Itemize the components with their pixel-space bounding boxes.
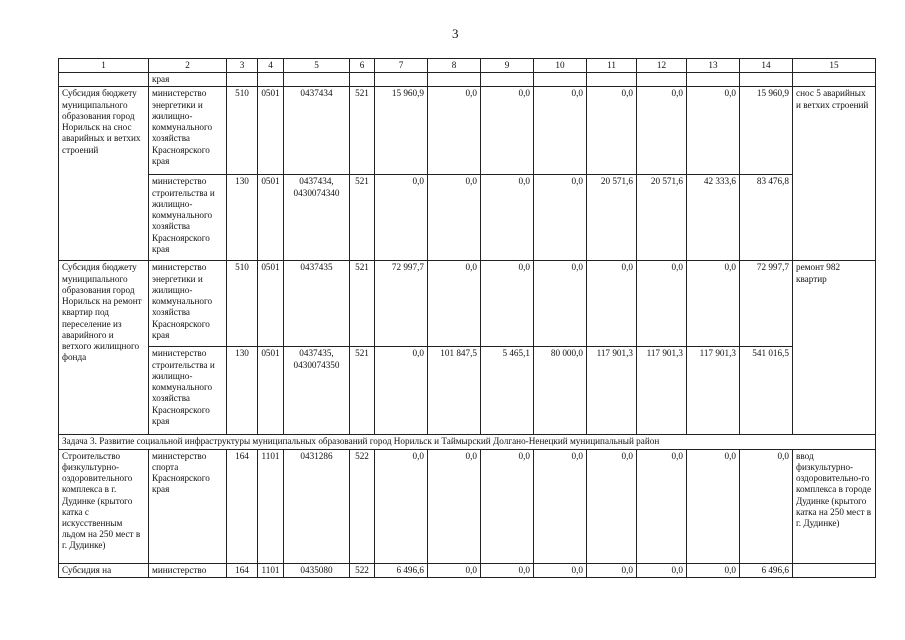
value-cell: 6 496,6 — [375, 563, 428, 577]
column-number: 11 — [587, 59, 637, 73]
measure-name: Строительство физкультурно-оздоровительного комплекса в г. Дудинке (крытого катка с искусственным льдом на 250 мест в г. Дудинке) — [59, 449, 149, 563]
table-row — [59, 449, 876, 563]
section-code: 0501 — [258, 261, 284, 347]
value-cell: 20 571,6 — [637, 175, 687, 261]
value-cell: 0,0 — [687, 87, 740, 175]
measure-name: Субсидия бюджету муниципального образования город Норильск на ремонт квартир под переселение из аварийного и ветхого жилищного фонда — [59, 261, 149, 435]
value-cell: 0,0 — [587, 87, 637, 175]
expense-code: 521 — [350, 347, 375, 435]
value-cell: 0,0 — [428, 175, 481, 261]
total-cell: 83 476,8 — [740, 175, 793, 261]
target-code: 0435080 — [284, 563, 350, 577]
column-number: 9 — [481, 59, 534, 73]
target-code: 0437435 — [284, 261, 350, 347]
table-row — [59, 563, 876, 577]
value-cell: 0,0 — [587, 449, 637, 563]
column-number: 1 — [59, 59, 149, 73]
task-heading-row — [59, 435, 876, 449]
section-code: 0501 — [258, 347, 284, 435]
expense-code: 521 — [350, 87, 375, 175]
value-cell: 0,0 — [534, 175, 587, 261]
section-code: 1101 — [258, 563, 284, 577]
grbs-code: 164 — [227, 449, 258, 563]
value-cell: 0,0 — [481, 563, 534, 577]
value-cell: 20 571,6 — [587, 175, 637, 261]
grbs-code: 510 — [227, 261, 258, 347]
column-number: 4 — [258, 59, 284, 73]
value-cell: 0,0 — [687, 449, 740, 563]
total-cell: 15 960,9 — [740, 87, 793, 175]
budget-table — [58, 58, 876, 578]
table-row — [59, 261, 876, 347]
expense-code: 522 — [350, 449, 375, 563]
value-cell: 80 000,0 — [534, 347, 587, 435]
admin-cell: края — [149, 73, 227, 87]
target-code: 0437435, 0430074350 — [284, 347, 350, 435]
table-row — [59, 347, 876, 435]
target-code: 0431286 — [284, 449, 350, 563]
column-number: 2 — [149, 59, 227, 73]
value-cell: 0,0 — [428, 261, 481, 347]
admin-cell: министерство строительства и жилищно-коммунального хозяйства Красноярского края — [149, 347, 227, 435]
value-cell: 0,0 — [481, 175, 534, 261]
value-cell: 117 901,3 — [637, 347, 687, 435]
admin-cell: министерство энергетики и жилищно-коммунального хозяйства Красноярского края — [149, 261, 227, 347]
value-cell: 0,0 — [428, 87, 481, 175]
value-cell: 42 333,6 — [687, 175, 740, 261]
page-number: 3 — [452, 26, 459, 41]
expense-code: 521 — [350, 261, 375, 347]
column-number-row — [59, 59, 876, 73]
value-cell: 0,0 — [587, 563, 637, 577]
result-cell: ремонт 982 квартир — [793, 261, 876, 435]
total-cell: 6 496,6 — [740, 563, 793, 577]
value-cell: 0,0 — [587, 261, 637, 347]
measure-name: Субсидия на — [59, 563, 149, 577]
value-cell: 0,0 — [637, 563, 687, 577]
column-number: 7 — [375, 59, 428, 73]
column-number: 13 — [687, 59, 740, 73]
value-cell: 0,0 — [375, 449, 428, 563]
value-cell: 0,0 — [637, 87, 687, 175]
grbs-code: 164 — [227, 563, 258, 577]
column-number: 10 — [534, 59, 587, 73]
admin-cell: министерство энергетики и жилищно-коммунального хозяйства Красноярского края — [149, 87, 227, 175]
column-number: 3 — [227, 59, 258, 73]
result-cell: ввод физкультурно-оздоровительно-го комплекса в городе Дудинке (крытого катка на 250 мест в г. Дудинке) — [793, 449, 876, 563]
column-number: 12 — [637, 59, 687, 73]
value-cell: 0,0 — [481, 449, 534, 563]
value-cell: 0,0 — [637, 261, 687, 347]
admin-cell: министерство — [149, 563, 227, 577]
task-heading: Задача 3. Развитие социальной инфраструктуры муниципальных образований город Норильск и Таймырский Долгано-Ненецкий муниципальный район — [59, 435, 876, 449]
value-cell: 101 847,5 — [428, 347, 481, 435]
value-cell: 0,0 — [481, 87, 534, 175]
value-cell: 117 901,3 — [687, 347, 740, 435]
value-cell: 117 901,3 — [587, 347, 637, 435]
value-cell: 0,0 — [481, 261, 534, 347]
value-cell: 5 465,1 — [481, 347, 534, 435]
value-cell: 0,0 — [534, 449, 587, 563]
admin-cell: министерство строительства и жилищно-коммунального хозяйства Красноярского края — [149, 175, 227, 261]
expense-code: 521 — [350, 175, 375, 261]
column-number: 15 — [793, 59, 876, 73]
value-cell: 0,0 — [375, 175, 428, 261]
section-code: 0501 — [258, 87, 284, 175]
column-number: 8 — [428, 59, 481, 73]
grbs-code: 510 — [227, 87, 258, 175]
value-cell: 0,0 — [428, 449, 481, 563]
total-cell: 0,0 — [740, 449, 793, 563]
value-cell: 0,0 — [637, 449, 687, 563]
grbs-code: 130 — [227, 347, 258, 435]
column-number: 6 — [350, 59, 375, 73]
measure-name: Субсидия бюджету муниципального образования город Норильск на снос аварийных и ветхих строений — [59, 87, 149, 261]
table-row — [59, 87, 876, 175]
total-cell: 72 997,7 — [740, 261, 793, 347]
value-cell: 72 997,7 — [375, 261, 428, 347]
target-code: 0437434 — [284, 87, 350, 175]
table-row — [59, 175, 876, 261]
continuation-row — [59, 73, 876, 87]
value-cell: 15 960,9 — [375, 87, 428, 175]
value-cell: 0,0 — [687, 261, 740, 347]
result-cell: снос 5 аварийных и ветхих строений — [793, 87, 876, 261]
grbs-code: 130 — [227, 175, 258, 261]
section-code: 0501 — [258, 175, 284, 261]
total-cell: 541 016,5 — [740, 347, 793, 435]
value-cell: 0,0 — [687, 563, 740, 577]
target-code: 0437434, 0430074340 — [284, 175, 350, 261]
column-number: 5 — [284, 59, 350, 73]
value-cell: 0,0 — [534, 261, 587, 347]
column-number: 14 — [740, 59, 793, 73]
value-cell: 0,0 — [375, 347, 428, 435]
value-cell: 0,0 — [534, 563, 587, 577]
expense-code: 522 — [350, 563, 375, 577]
admin-cell: министерство спорта Красноярского края — [149, 449, 227, 563]
section-code: 1101 — [258, 449, 284, 563]
value-cell: 0,0 — [534, 87, 587, 175]
value-cell: 0,0 — [428, 563, 481, 577]
